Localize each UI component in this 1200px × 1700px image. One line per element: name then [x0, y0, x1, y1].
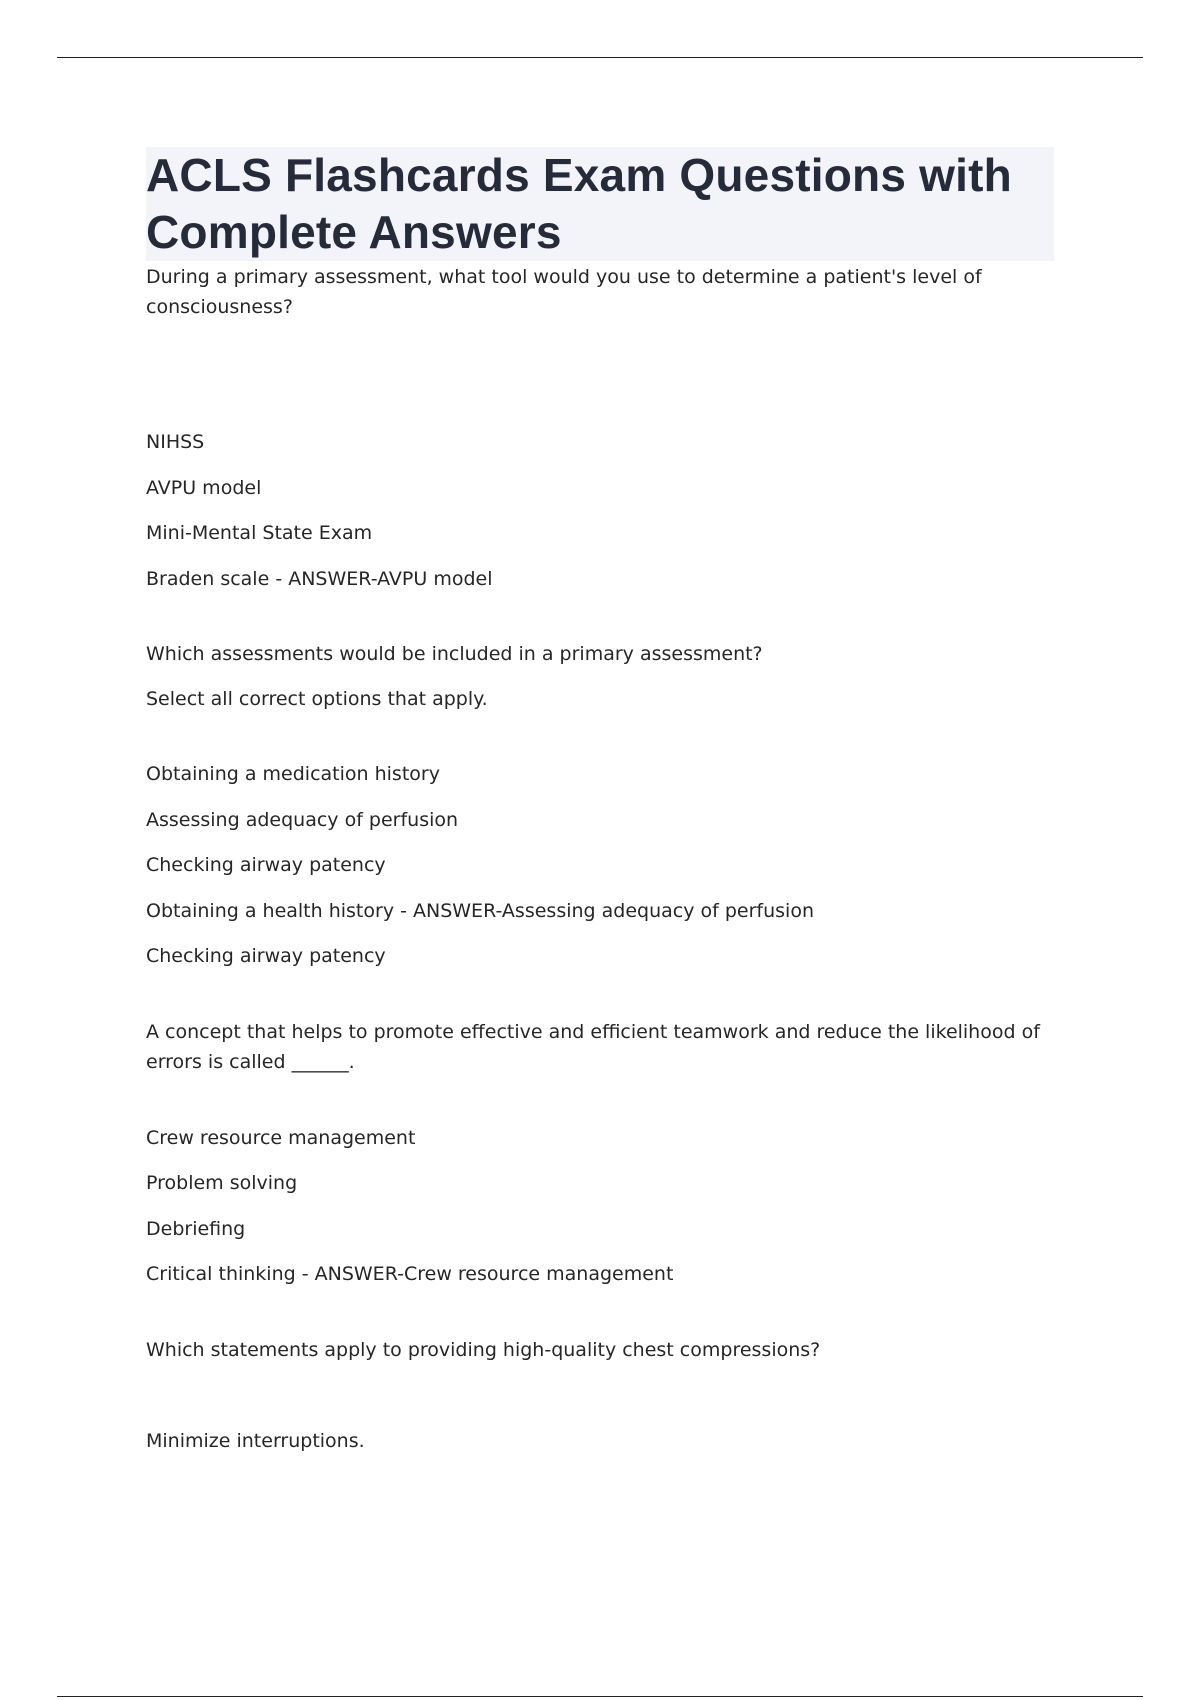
answer-option: Crew resource management	[146, 1127, 416, 1149]
question-text: A concept that helps to promote effective and efficient teamwork and reduce the likelihood of errors is called ______.	[146, 1021, 1046, 1073]
answer-option: AVPU model	[146, 477, 262, 499]
answer-option-with-answer: Obtaining a health history - ANSWER-Assessing adequacy of perfusion	[146, 900, 814, 922]
answer-option: Checking airway patency	[146, 854, 386, 876]
answer-option: Problem solving	[146, 1172, 298, 1194]
question-text: Which assessments would be included in a primary assessment?	[146, 643, 763, 665]
answer-option-with-answer: Critical thinking - ANSWER-Crew resource management	[146, 1263, 674, 1285]
question-instruction: Select all correct options that apply.	[146, 688, 488, 710]
question-block-4	[146, 1335, 1054, 1456]
question-block-1	[146, 262, 1054, 594]
answer-option: Minimize interruptions.	[146, 1430, 365, 1452]
bottom-rule	[57, 1696, 1143, 1697]
answer-option: Mini-Mental State Exam	[146, 522, 373, 544]
top-rule	[57, 57, 1143, 58]
answer-option: Obtaining a medication history	[146, 763, 440, 785]
answer-option-with-answer: Braden scale - ANSWER-AVPU model	[146, 568, 493, 590]
question-block-3	[146, 1017, 1054, 1289]
question-block-2	[146, 639, 1054, 971]
answer-option: Assessing adequacy of perfusion	[146, 809, 459, 831]
document-body	[146, 147, 1054, 1456]
answer-option: NIHSS	[146, 431, 205, 453]
question-text: Which statements apply to providing high-quality chest compressions?	[146, 1339, 821, 1361]
document-title: ACLS Flashcards Exam Questions with Complete Answers	[146, 147, 1054, 261]
answer-option: Debriefing	[146, 1218, 246, 1240]
question-text: During a primary assessment, what tool would you use to determine a patient's level of consciousness?	[146, 266, 988, 318]
answer-continuation: Checking airway patency	[146, 945, 386, 967]
